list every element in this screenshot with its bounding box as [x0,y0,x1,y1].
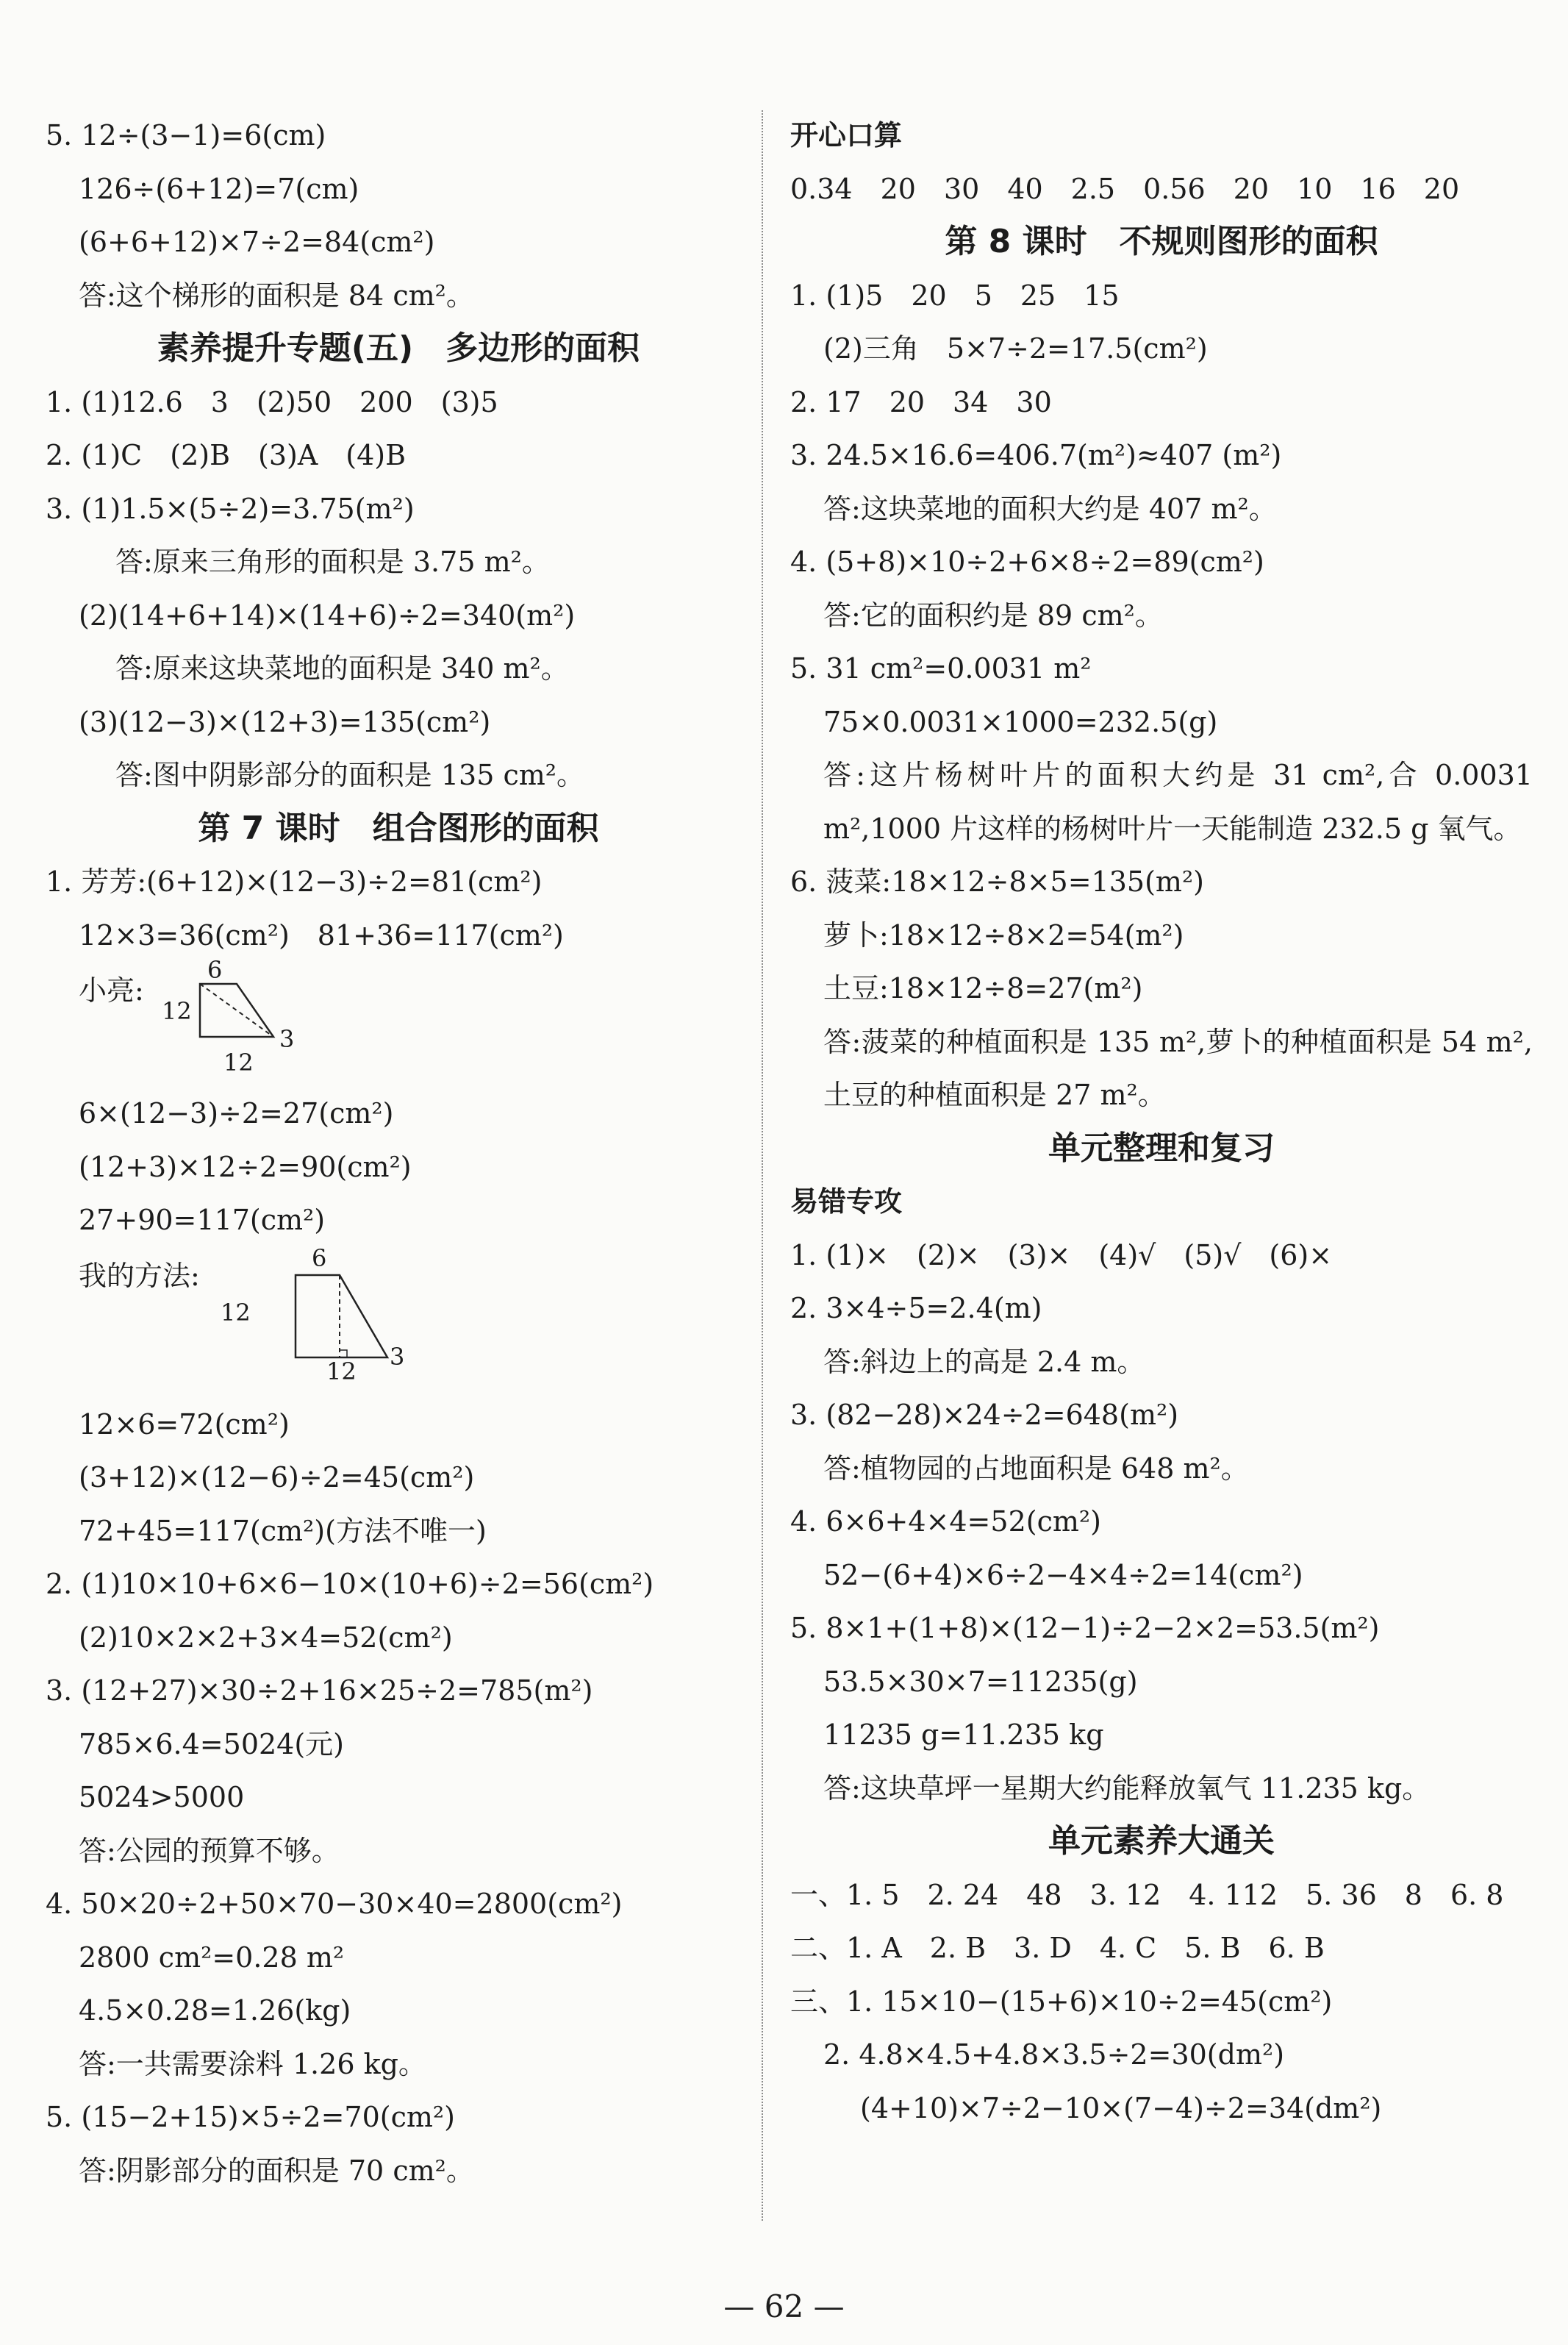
answer-line: 1. (1)× (2)× (3)× (4)√ (5)√ (6)× [790,1238,1333,1271]
answer-line: (3)(12−3)×(12+3)=135(cm²) [79,705,491,738]
answer-line: 53.5×30×7=11235(g) [823,1665,1138,1698]
dimension-label: 12 [162,997,192,1025]
answer-line: 答:它的面积约是 89 cm²。 [823,599,1163,632]
answer-line: 答:原来三角形的面积是 3.75 m²。 [115,546,550,578]
answer-line: 75×0.0031×1000=232.5(g) [823,705,1218,738]
answer-line: 5. 31 cm²=0.0031 m² [790,652,1092,685]
figure-label: 我的方法: [79,1259,200,1292]
answer-line: 12×6=72(cm²) [79,1407,290,1441]
answer-line: 答:植物园的占地面积是 648 m²。 [823,1452,1249,1485]
answer-line: 二、1. A 2. B 3. D 4. C 5. B 6. B [790,1932,1325,1964]
dimension-label: 12 [223,1049,254,1077]
answer-line: 12×3=36(cm²) 81+36=117(cm²) [79,918,564,952]
answer-line: 5024>5000 [79,1781,245,1813]
section-heading: 第 7 课时 组合图形的面积 [198,809,599,847]
answer-paragraph: 答:这片杨树叶片的面积大约是 31 cm²,合 0.0031 m²,1000 片这样的杨树叶片一天能制造 232.5 g 氧气。 [823,759,1533,845]
answer-line: (6+6+12)×7÷2=84(cm²) [79,226,435,258]
answer-line: 785×6.4=5024(元) [79,1727,345,1760]
answer-line: 土豆:18×12÷8=27(m²) [823,972,1143,1004]
answer-line: (2)三角 5×7÷2=17.5(cm²) [823,332,1208,365]
answer-line: 3. 24.5×16.6=406.7(m²)≈407 (m²) [790,439,1282,471]
answer-line: 27+90=117(cm²) [79,1204,326,1236]
answer-line: 4. 50×20÷2+50×70−30×40=2800(cm²) [46,1888,623,1920]
answer-line: 答:公园的预算不够。 [79,1834,340,1867]
answer-line: 2. (1)C (2)B (3)A (4)B [46,439,407,471]
answer-line: 1. 芳芳:(6+12)×(12−3)÷2=81(cm²) [46,865,543,898]
page-number: — 62 — [723,2288,845,2324]
answer-line: 3. (82−28)×24÷2=648(m²) [790,1399,1179,1431]
answer-line: 萝卜:18×12÷8×2=54(m²) [823,918,1184,952]
answer-line: 一、1. 5 2. 24 48 3. 12 4. 112 5. 36 8 6. 8 [790,1878,1504,1911]
answer-line: 三、1. 15×10−(15+6)×10÷2=45(cm²) [790,1985,1333,2018]
answer-line: 6×(12−3)÷2=27(cm²) [79,1097,394,1129]
dimension-label: 6 [207,956,223,984]
answer-line: 3. (1)1.5×(5÷2)=3.75(m²) [46,492,415,525]
dimension-label: 12 [221,1298,251,1327]
answer-line: 5. 12÷(3−1)=6(cm) [46,119,326,151]
answer-line: 0.34 20 30 40 2.5 0.56 20 10 16 20 [790,172,1460,205]
dimension-label: 3 [390,1342,405,1371]
answer-line: 72+45=117(cm²)(方法不唯一) [79,1514,487,1547]
subsection-heading: 开心口算 [790,119,903,151]
answer-line: 2. (1)10×10+6×6−10×(10+6)÷2=56(cm²) [46,1568,654,1600]
answer-line: 2800 cm²=0.28 m² [79,1941,345,1974]
answer-line: 4. 6×6+4×4=52(cm²) [790,1505,1101,1538]
answer-line: (2)(14+6+14)×(14+6)÷2=340(m²) [79,599,576,632]
dimension-label: 6 [312,1243,327,1272]
figure-label: 小亮: [79,974,144,1007]
answer-line: (3+12)×(12−6)÷2=45(cm²) [79,1461,475,1493]
answer-line: 答:图中阴影部分的面积是 135 cm²。 [115,759,585,791]
answer-line: 答:一共需要涂料 1.26 kg。 [79,2047,426,2080]
answer-line: 3. (12+27)×30÷2+16×25÷2=785(m²) [46,1674,593,1707]
dimension-label: 3 [279,1025,295,1053]
answer-line: 126÷(6+12)=7(cm) [79,172,359,205]
section-heading: 第 8 课时 不规则图形的面积 [945,223,1378,260]
answer-line: 4. (5+8)×10÷2+6×8÷2=89(cm²) [790,546,1264,578]
section-heading: 单元整理和复习 [1048,1129,1275,1167]
answer-line: 6. 菠菜:18×12÷8×5=135(m²) [790,865,1205,898]
answer-line: 2. 17 20 34 30 [790,385,1052,418]
section-heading: 单元素养大通关 [1048,1822,1275,1860]
answer-line: 5. 8×1+(1+8)×(12−1)÷2−2×2=53.5(m²) [790,1612,1380,1644]
right-column [790,109,1533,2135]
answer-line: 答:斜边上的高是 2.4 m。 [823,1345,1145,1378]
answer-line: 52−(6+4)×6÷2−4×4÷2=14(cm²) [823,1558,1303,1591]
answer-line: 2. 3×4÷5=2.4(m) [790,1292,1042,1324]
answer-line: (12+3)×12÷2=90(cm²) [79,1150,412,1183]
answer-line: 1. (1)5 20 5 25 15 [790,279,1120,312]
left-column [46,109,751,2197]
answer-line: 2. 4.8×4.5+4.8×3.5÷2=30(dm²) [823,2038,1285,2071]
answer-line: 1. (1)12.6 3 (2)50 200 (3)5 [46,385,498,418]
answer-line: 5. (15−2+15)×5÷2=70(cm²) [46,2101,455,2133]
dimension-label: 12 [326,1357,357,1385]
answer-line: 答:原来这块菜地的面积是 340 m²。 [115,652,569,685]
section-heading: 素养提升专题(五) 多边形的面积 [157,329,640,367]
answer-line: 答:这块菜地的面积大约是 407 m²。 [823,492,1277,525]
answer-line: 答:阴影部分的面积是 70 cm²。 [79,2154,474,2187]
answer-line: 11235 g=11.235 kg [823,1718,1104,1751]
answer-paragraph: 答:菠菜的种植面积是 135 m²,萝卜的种植面积是 54 m²,土豆的种植面积是 27 m²。 [823,1025,1533,1111]
trapezoid-figure-xiaoliang [46,956,751,1087]
answer-line: 4.5×0.28=1.26(kg) [79,1994,351,2027]
answer-line: (2)10×2×2+3×4=52(cm²) [79,1621,453,1654]
column-divider [762,110,763,2221]
trapezoid-figure-my-method [46,1243,751,1398]
subsection-heading: 易错专攻 [790,1185,903,1218]
answer-line: 答:这块草坪一星期大约能释放氧气 11.235 kg。 [823,1771,1431,1805]
answer-line: 答:这个梯形的面积是 84 cm²。 [79,279,474,312]
answer-line: (4+10)×7÷2−10×(7−4)÷2=34(dm²) [860,2091,1382,2124]
